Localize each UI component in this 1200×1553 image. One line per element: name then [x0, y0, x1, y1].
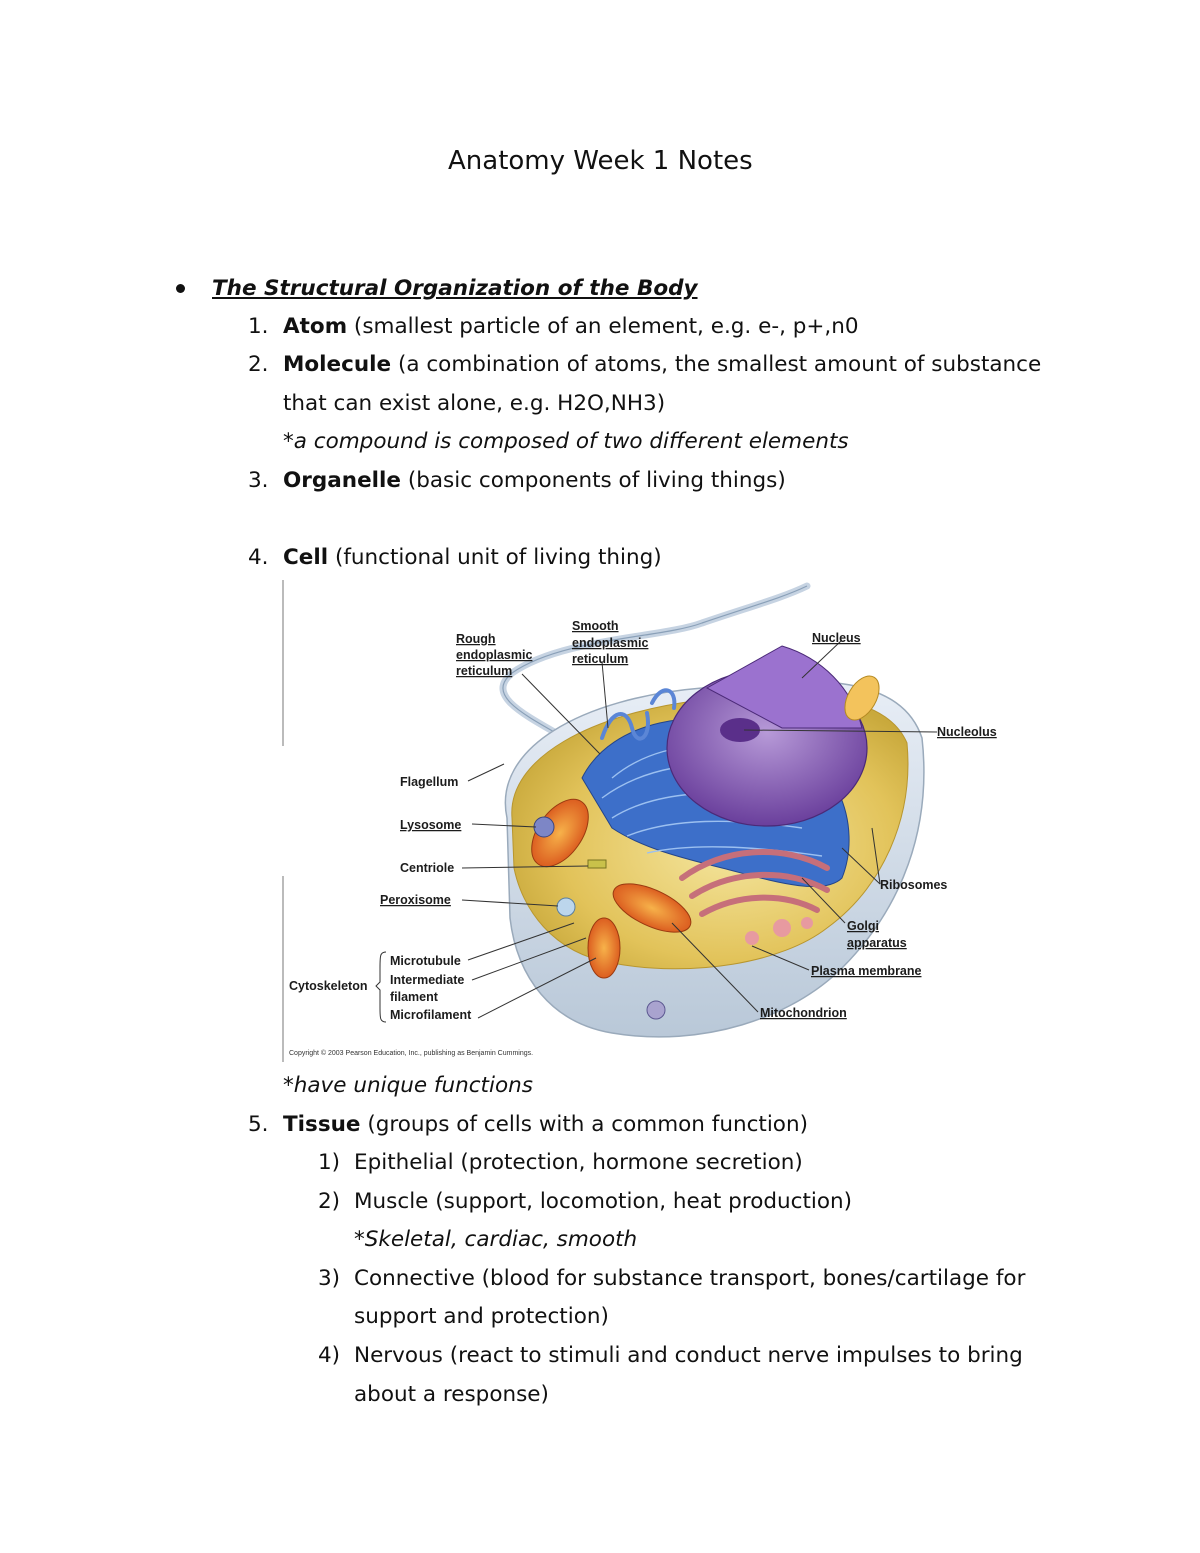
cytoskeleton-brace	[376, 952, 386, 1022]
term-tissue: Tissue	[283, 1112, 361, 1137]
list-number: 1.	[248, 314, 269, 339]
cell-diagram	[282, 578, 1022, 1064]
term-desc: (groups of cells with a common function)	[360, 1112, 808, 1137]
list-item-5	[248, 1114, 269, 1136]
note-unique-functions: *have unique functions	[283, 1073, 533, 1098]
sublist-item-connective-cont: support and protection)	[354, 1304, 609, 1329]
label-cytoskeleton: Cytoskeleton	[289, 979, 368, 993]
label-intermediate-filament: Intermediate	[390, 973, 465, 987]
label-smooth-er: reticulum	[572, 652, 629, 666]
list-number: 3.	[248, 468, 269, 493]
sublist-item-nervous: Nervous (react to stimuli and conduct nerve impulses to bring	[354, 1343, 1023, 1368]
list-item-2-cont: that can exist alone, e.g. H2O,NH3)	[283, 391, 666, 416]
sublist-number: 3)	[318, 1266, 341, 1291]
vesicle-shape	[647, 1001, 665, 1019]
label-plasma-membrane: Plasma membrane	[811, 964, 922, 978]
list-number: 4.	[248, 545, 269, 570]
label-microfilament: Microfilament	[390, 1008, 472, 1022]
label-golgi: Golgi	[847, 919, 879, 933]
centriole-shape	[588, 860, 606, 868]
label-nucleus: Nucleus	[812, 631, 861, 645]
mitochondrion-shape	[588, 918, 620, 978]
label-rough-er: Rough	[456, 632, 496, 646]
sublist-item-muscle: Muscle (support, locomotion, heat production)	[354, 1189, 853, 1214]
label-flagellum: Flagellum	[400, 775, 459, 789]
sublist-item-connective: Connective (blood for substance transport, bones/cartilage for	[354, 1266, 1026, 1291]
label-mitochondrion: Mitochondrion	[760, 1006, 847, 1020]
list-item-2-text	[283, 354, 1041, 376]
list-item-3-text	[283, 470, 786, 492]
term-molecule: Molecule	[283, 352, 392, 377]
peroxisome-shape	[557, 898, 575, 916]
list-item-4-text	[283, 547, 662, 569]
list-number: 2.	[248, 352, 269, 377]
term-desc: (basic components of living things)	[401, 468, 786, 493]
label-rough-er: reticulum	[456, 664, 513, 678]
label-golgi: apparatus	[847, 936, 907, 950]
term-cell: Cell	[283, 545, 329, 570]
label-microtubule: Microtubule	[390, 954, 461, 968]
sublist-number: 1)	[318, 1150, 341, 1175]
term-desc: (functional unit of living thing)	[328, 545, 662, 570]
term-atom: Atom	[283, 314, 348, 339]
term-organelle: Organelle	[283, 468, 401, 493]
sublist-number: 4)	[318, 1343, 341, 1368]
bullet-icon	[176, 284, 185, 293]
label-lysosome: Lysosome	[400, 818, 462, 832]
label-smooth-er: endoplasmic	[572, 636, 649, 650]
list-item-3	[248, 470, 269, 492]
copyright-text: Copyright © 2003 Pearson Education, Inc., publishing as Benjamin Cummings.	[289, 1050, 534, 1057]
note-compound: *a compound is composed of two different elements	[283, 429, 849, 454]
label-ribosomes: Ribosomes	[880, 878, 948, 892]
label-peroxisome: Peroxisome	[380, 893, 451, 907]
list-item-5-text	[283, 1114, 808, 1136]
list-item-1	[248, 316, 269, 338]
label-rough-er: endoplasmic	[456, 648, 533, 662]
list-item-1-text	[283, 316, 859, 338]
term-desc: (smallest particle of an element, e.g. e-, p+,n0	[347, 314, 859, 339]
label-smooth-er: Smooth	[572, 619, 619, 633]
sublist-number: 2)	[318, 1189, 341, 1214]
list-number: 5.	[248, 1112, 269, 1137]
lysosome-shape	[534, 817, 554, 837]
label-nucleolus: Nucleolus	[937, 725, 997, 739]
note-muscle-types: *Skeletal, cardiac, smooth	[354, 1227, 638, 1252]
label-centriole: Centriole	[400, 861, 455, 875]
term-desc: (a combination of atoms, the smallest amount of substance	[391, 352, 1042, 377]
section-heading: The Structural Organization of the Body	[212, 276, 698, 301]
list-item-2	[248, 354, 269, 376]
label-intermediate-filament: filament	[390, 990, 438, 1004]
list-item-4	[248, 547, 269, 569]
sublist-item-epithelial: Epithelial (protection, hormone secretion)	[354, 1150, 803, 1175]
page-title: Anatomy Week 1 Notes	[448, 146, 753, 176]
sublist-item-nervous-cont: about a response)	[354, 1382, 549, 1407]
